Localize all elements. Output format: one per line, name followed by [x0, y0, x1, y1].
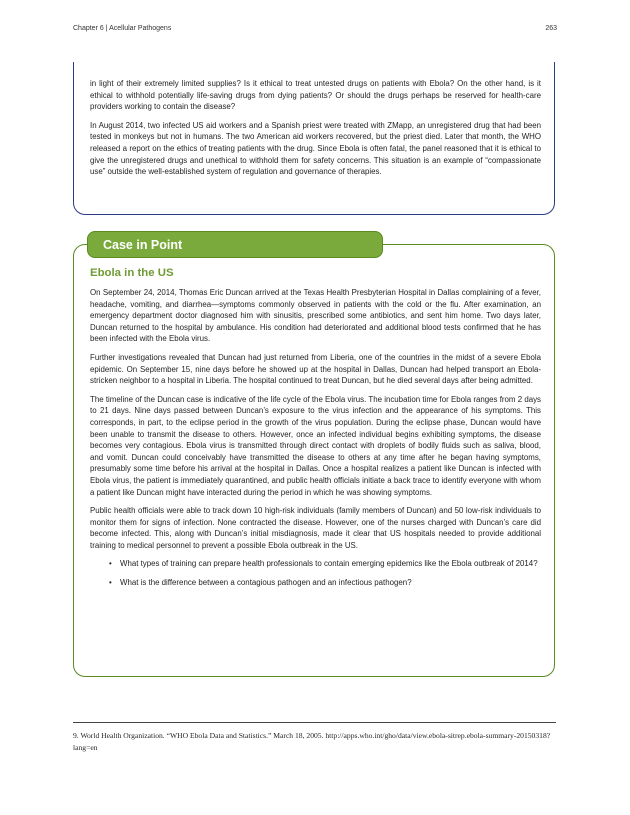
question-item: • What types of training can prepare health professionals to contain emerging epidemics like the Ebola outbreak of 2014? — [120, 558, 541, 570]
question-list — [90, 558, 541, 588]
case-paragraph: Public health officials were able to track down 10 high-risk individuals (family members of Duncan) and 50 low-risk individuals to monitor them for signs of infection. None contracted the disease. However, one of the nurses charged with Duncan’s care did become infected. This, along with Duncan’s initial misdiagnosis, made it clear that US hospitals needed to provide additional training to medical personnel to prevent a possible Ebola outbreak in the US. — [90, 506, 541, 550]
ethics-feature-box — [73, 62, 555, 215]
footnote-divider — [73, 722, 556, 723]
case-in-point-box — [73, 244, 555, 677]
case-in-point-tab — [87, 231, 383, 258]
case-title: Ebola in the US — [90, 267, 174, 279]
case-paragraph: Further investigations revealed that Duncan had just returned from Liberia, one of the countries in the midst of a severe Ebola epidemic. On September 15, nine days before he showed up at the hospital in Dallas, Duncan had helped transport an Ebola-stricken neighbor to a hospital in Liberia. The hospital continued to treat Duncan, but he died several days after being admitted. — [90, 352, 541, 386]
case-paragraph: The timeline of the Duncan case is indicative of the life cycle of the Ebola virus. The incubation time for Ebola ranges from 2 days to 21 days. Nine days passed between Duncan’s exposure to the virus infection and the appearance of his symptoms. This corresponds, in part, to the eclipse period in the growth of the virus population. During the eclipse phase, Duncan would have been unable to transmit the disease to others. However, once an infected individual begins exhibiting symptoms, the disease becomes very contagious. Ebola virus is transmitted through direct contact with droplets of bodily fluids such as saliva, blood, and vomit. Duncan could conceivably have transmitted the disease to others at any time after he began having symptoms, presumably some time before his arrival at the hospital in Dallas. Once a hospital realizes a patient like Duncan is infected with Ebola virus, the patient is immediately quarantined, and public health officials initiate a back trace to identify everyone with whom a patient like Duncan might have interacted during the period in which he was showing symptoms. — [90, 394, 541, 497]
case-in-point-label: Case in Point — [103, 237, 183, 252]
ethics-paragraph: in light of their extremely limited supplies? Is it ethical to treat untested drugs on patients with Ebola? On the other hand, is it ethical to withhold potentially life-saving drugs from dying patients? Or should the drugs perhaps be reserved for health-care providers working to contain the disease? — [90, 79, 541, 112]
running-header-chapter: Chapter 6 | Acellular Pathogens — [73, 25, 172, 32]
question-item: • What is the difference between a contagious pathogen and an infectious pathogen? — [120, 577, 541, 589]
footnote: 9. World Health Organization. “WHO Ebola Data and Statistics.” March 18, 2005. http://apps.who.int/gho/data/view.ebola-sitrep.ebola-summary-20150318?lang=en — [73, 731, 551, 752]
case-paragraph: On September 24, 2014, Thomas Eric Duncan arrived at the Texas Health Presbyterian Hospital in Dallas complaining of a fever, headache, vomiting, and diarrhea—symptoms commonly observed in patients with the cold or the flu. After examination, an emergency department doctor diagnosed him with sinusitis, prescribed some antibiotics, and sent him home. Two days later, Duncan returned to the hospital by ambulance. His condition had deteriorated and additional blood tests confirmed that he has been infected with the Ebola virus. — [90, 288, 541, 344]
ethics-paragraph: In August 2014, two infected US aid workers and a Spanish priest were treated with ZMapp, an unregistered drug that had been tested in monkeys but not in humans. The two American aid workers recovered, but the priest died. Later that month, the WHO released a report on the ethics of treating patients with the drug. Since Ebola is often fatal, the panel reasoned that it is ethical to give the unregistered drugs and unethical to withhold them for safety concerns. This situation is an example of “compassionate use” outside the well-established system of regulation and governance of therapies. — [90, 120, 541, 177]
page-number: 263 — [545, 25, 557, 32]
